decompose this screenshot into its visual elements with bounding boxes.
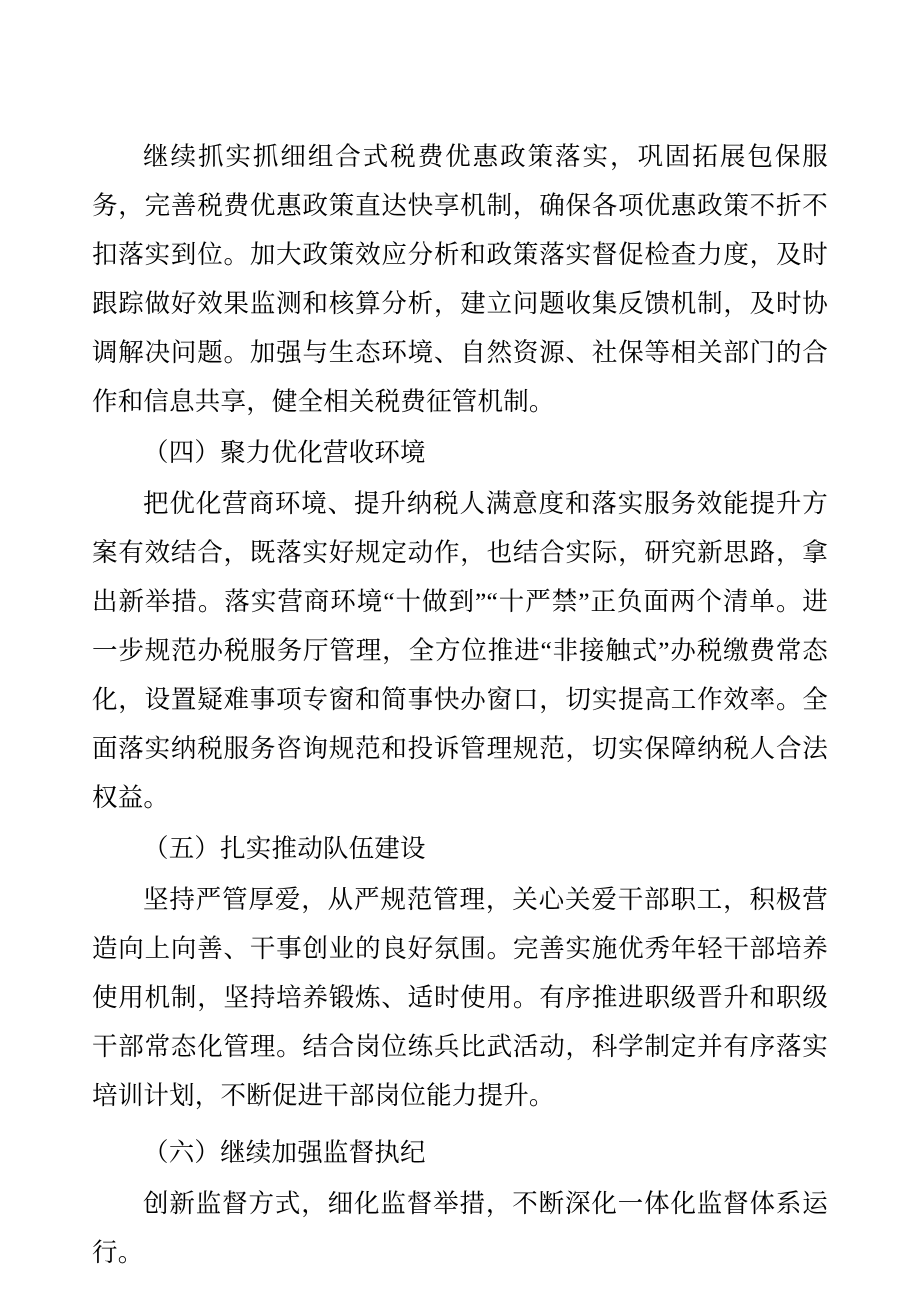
heading-section-six: （六）继续加强监督执纪 — [143, 1138, 426, 1167]
heading-section-five: （五）扎实推动队伍建设 — [143, 834, 426, 863]
heading-section-four: （四）聚力优化营收环境 — [143, 438, 426, 467]
document-body — [92, 132, 828, 1277]
paragraph-supervision: 创新监督方式，细化监督举措，不断深化一体化监督体系运行。 — [92, 1189, 828, 1267]
paragraph-business-environment: 把优化营商环境、提升纳税人满意度和落实服务效能提升方案有效结合，既落实好规定动作，也结合实际，研究新思路，拿出新举措。落实营商环境“十做到”“十严禁”正负面两个清单。进一步规范办税服务厅管理，全方位推进“非接触式”办税缴费常态化，设置疑难事项专窗和简事快办窗口，切实提高工作效率。全面落实纳税服务咨询规范和投诉管理规范，切实保障纳税人合法权益。 — [92, 489, 828, 812]
paragraph-team-building: 坚持严管厚爱，从严规范管理，关心关爱干部职工，积极营造向上向善、干事创业的良好氛围。完善实施优秀年轻干部培养使用机制，坚持培养锻炼、适时使用。有序推进职级晋升和职级干部常态化管理。结合岗位练兵比武活动，科学制定并有序落实培训计划，不断促进干部岗位能力提升。 — [92, 885, 828, 1110]
paragraph-tax-policy: 继续抓实抓细组合式税费优惠政策落实，巩固拓展包保服务，完善税费优惠政策直达快享机制，确保各项优惠政策不折不扣落实到位。加大政策效应分析和政策落实督促检查力度，及时跟踪做好效果监测和核算分析，建立问题收集反馈机制，及时协调解决问题。加强与生态环境、自然资源、社保等相关部门的合作和信息共享，健全相关税费征管机制。 — [92, 142, 828, 416]
